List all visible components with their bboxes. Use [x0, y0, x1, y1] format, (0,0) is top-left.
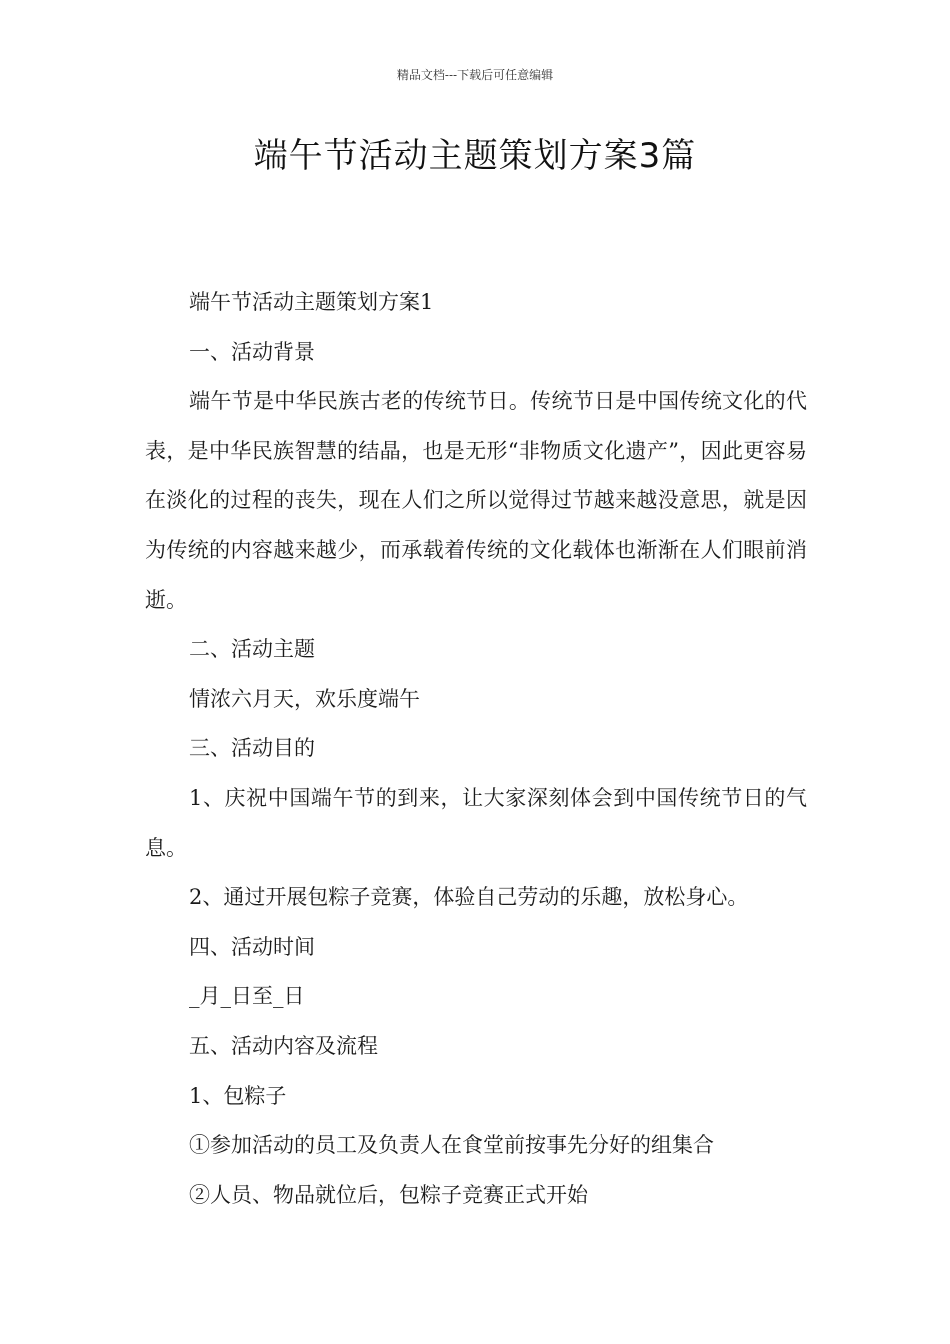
section-heading: 端午节活动主题策划方案1 — [189, 290, 434, 314]
section-heading: 三、活动目的 — [189, 736, 315, 761]
body-paragraph: 情浓六月天，欢乐度端午 — [189, 686, 420, 711]
list-item: ②人员、物品就位后，包粽子竞赛正式开始 — [189, 1182, 588, 1207]
section-heading: 二、活动主题 — [189, 637, 315, 662]
section-heading: 四、活动时间 — [189, 934, 315, 959]
section-heading: 五、活动内容及流程 — [189, 1033, 378, 1058]
document-title: 端午节活动主题策划方案3篇 — [253, 136, 697, 176]
body-paragraph: 端午节是中华民族古老的传统节日。传统节日是中国传统文化的代表，是中华民族智慧的结晶，也是无形“非物质文化遗产”，因此更容易在淡化的过程的丧失，现在人们之所以觉得过节越来越没意思，就是因为传统的内容越来越少，而承载着传统的文化载体也渐渐在人们眼前消逝。 — [145, 389, 807, 612]
section-heading: 一、活动背景 — [189, 339, 315, 364]
sub-heading: 1、包粽子 — [189, 1083, 287, 1108]
page-header: 精品文档---下载后可任意编辑 — [396, 68, 554, 82]
list-item: ①参加活动的员工及负责人在食堂前按事先分好的组集合 — [189, 1133, 714, 1158]
body-paragraph: _月_日至_日 — [189, 984, 305, 1009]
body-paragraph: 2、通过开展包粽子竞赛，体验自己劳动的乐趣，放松身心。 — [189, 885, 749, 910]
body-paragraph: 1、庆祝中国端午节的到来，让大家深刻体会到中国传统节日的气息。 — [145, 785, 807, 860]
document-body — [145, 278, 807, 1220]
